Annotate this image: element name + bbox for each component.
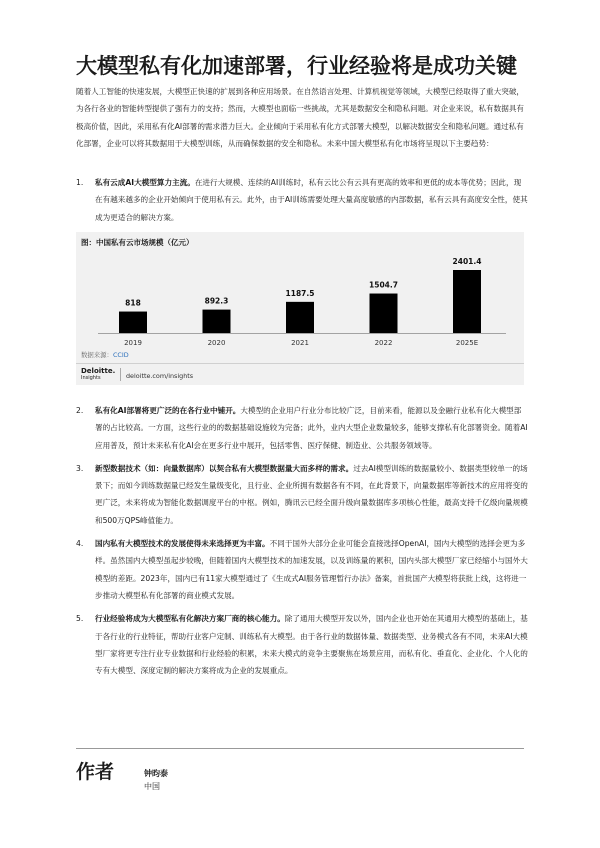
brand-sub: Insights bbox=[81, 375, 101, 381]
insights-link[interactable]: deloitte.com/insights bbox=[126, 372, 194, 380]
trend-list-bottom bbox=[76, 402, 528, 679]
item-number: 2. bbox=[76, 406, 84, 415]
bar-2022 bbox=[370, 294, 398, 333]
author-divider bbox=[76, 748, 524, 749]
tick-label: 2020 bbox=[207, 339, 226, 347]
list-item bbox=[76, 460, 528, 529]
author-name: 钟昀泰 bbox=[144, 769, 168, 778]
chart-title: 图：中国私有云市场规模（亿元） bbox=[81, 238, 194, 247]
bar-2019 bbox=[119, 312, 147, 333]
page-title: 大模型私有化加速部署，行业经验将是成功关键 bbox=[76, 54, 517, 78]
item-lead: 国内私有大模型技术的发展使得未来选择更为丰富。 bbox=[95, 539, 270, 549]
data-label: 2401.4 bbox=[452, 257, 482, 266]
tick-label: 2019 bbox=[124, 339, 142, 347]
list-item bbox=[76, 402, 528, 454]
tick-label: 2022 bbox=[374, 339, 393, 347]
item-lead: 私有云成AI大模型算力主流。 bbox=[95, 178, 195, 187]
item-number: 5. bbox=[76, 614, 84, 624]
item-text: 在进行大规模、连续的AI训练时，私有云比公有云具有更高的效率和更低的成本等优势；因此，现在有越来越多的企业开始倾向于使用私有云。此外，由于AI训练需要处理大量高度敏感的内部数据，私有云具有高度安全性，使其成为更适合的解决方案。 bbox=[95, 178, 528, 222]
tick-label: 2025E bbox=[455, 339, 479, 347]
item-text: 除了通用大模型开发以外，国内企业也开始在其通用大模型的基础上，基于各行业的行业特征，帮助行业客户定制、训练私有大模型。由于各行业的数据体量、数据类型、业务模式各有不同，未来AI大模型厂家将更专注行业专业数据和行业经验的积累，未来大模式的竞争主要聚焦在场景应用，而私有化、垂直化、企业化、个人化的专有大模型、深度定制的解决方案将成为企业的发展重点。 bbox=[95, 614, 528, 676]
data-label: 818 bbox=[125, 298, 141, 308]
item-text: 大模型的企业用户行业分布比较广泛，目前来看，能源以及金融行业私有化大模型部署的占比较高。一方面，这些行业的的数据基础设施较为完备；此外，业内大型企业数量较多，能够支撑私有化部署资金。随着AI应用普及，预计未来私有化AI会在更多行业中展开，包括零售、医疗保健、制造业、公共服务领域等。 bbox=[95, 406, 528, 450]
item-lead: 私有化AI部署将更广泛的在各行业中铺开。 bbox=[95, 406, 241, 415]
item-text: 不同于国外大部分企业可能会直接选择OpenAI，国内大模型的选择会更为多样。虽然国内大模型虽起步较晚，但随着国内大模型技术的加速发展，以及训练量的累积，国内头部大模型厂家已经缩小与国外大模型的差距。2023年，国内已有11家大模型通过了《生成式AI服务管理暂行办法》备案，首批国产大模型将获批上线，这将进一步推动大模型私有化部署的商业模式发展。 bbox=[95, 539, 528, 600]
list-item bbox=[76, 174, 528, 226]
tick-label: 2021 bbox=[291, 339, 309, 347]
divider bbox=[120, 368, 121, 381]
item-number: 4. bbox=[76, 539, 84, 549]
bar-chart bbox=[76, 232, 524, 350]
trend-list-top bbox=[76, 174, 528, 226]
item-text: 过去AI模型训练的数据量较小、数据类型较单一的场景下；而如今训练数据量已经发生量级变化，且行业、企业所拥有数据各有不同，在此背景下，向量数据库等新技术的应用将变的更广泛，未来将成为智能化数据调度平台的中枢。例如，腾讯云已经全面升级向量数据库多项核心性能，最高支持千亿级向量规模和500万QPS峰值能力。 bbox=[95, 463, 528, 525]
intro-paragraph: 随着人工智能的快速发展，大模型正快速的扩展到各种应用场景。在自然语言处理、计算机视觉等领域，大模型已经取得了重大突破，为各行各业的智能转型提供了强有力的支持；然而，大模型也面临一些挑战，尤其是数据安全和隐私问题。对企业来说，私有数据具有极高价值，因此，采用私有化AI部署的需求潜力巨大。企业倾向于采用私有化方式部署大模型，以解决数据安全和隐私问题。通过私有化部署，企业可以将其数据用于大模型训练，从而确保数据的安全和隐私。未来中国大模型私有化市场将呈现以下主要趋势： bbox=[76, 87, 525, 148]
item-lead: 新型数据技术（如：向量数据库）以契合私有大模型数据量大而多样的需求。 bbox=[95, 463, 354, 473]
deloitte-logo bbox=[81, 367, 115, 381]
bar-2025E bbox=[453, 270, 481, 333]
item-lead: 行业经验将成为大模型私有化解决方案厂商的核心能力。 bbox=[95, 614, 285, 624]
chart-source bbox=[81, 350, 129, 359]
bar-2021 bbox=[286, 302, 314, 333]
author-heading: 作者 bbox=[76, 761, 115, 783]
item-number: 1. bbox=[76, 178, 84, 187]
data-label: 1187.5 bbox=[285, 288, 315, 298]
data-label: 1504.7 bbox=[369, 280, 398, 290]
bar-2020 bbox=[203, 310, 231, 333]
data-label: 892.3 bbox=[204, 296, 229, 306]
list-item bbox=[76, 610, 528, 679]
brand-name: Deloitte. bbox=[81, 367, 116, 375]
source-link[interactable]: CCID bbox=[112, 351, 129, 359]
list-item bbox=[76, 535, 528, 604]
item-number: 3. bbox=[76, 463, 84, 473]
divider bbox=[76, 363, 524, 364]
market-size-chart bbox=[76, 232, 524, 385]
source-label: 数据来源： bbox=[81, 351, 113, 359]
author-location: 中国 bbox=[144, 782, 160, 791]
